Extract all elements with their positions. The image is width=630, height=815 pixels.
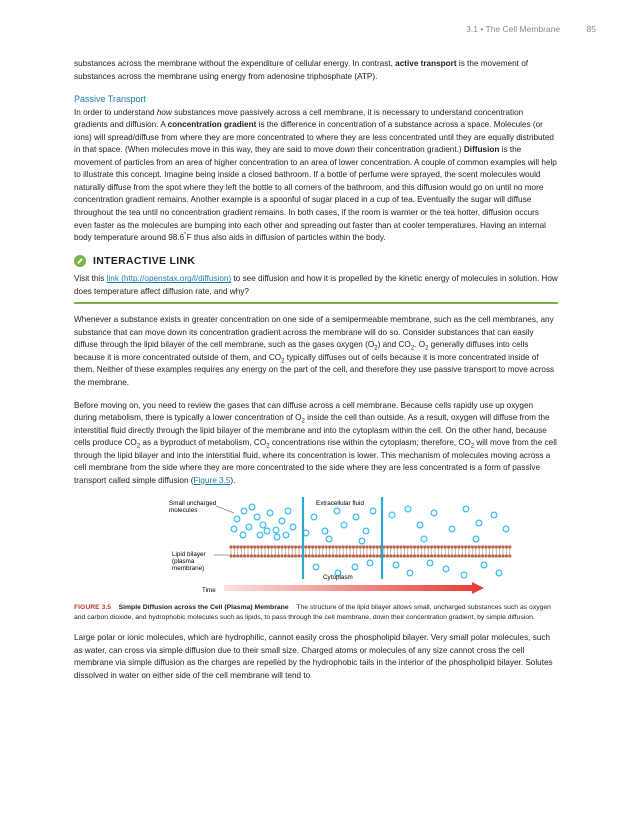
molecule xyxy=(427,561,433,567)
molecule xyxy=(341,523,347,529)
molecule xyxy=(352,565,358,571)
phospholipid-head xyxy=(413,555,416,558)
page-body xyxy=(74,58,558,692)
phospholipid-head xyxy=(263,555,266,558)
phospholipid-head xyxy=(308,546,311,549)
phospholipid-head xyxy=(355,555,358,558)
phospholipid-head xyxy=(471,546,474,549)
figure-label: FIGURE 3.5 xyxy=(74,604,112,612)
phospholipid-head xyxy=(331,546,334,549)
phospholipid-head xyxy=(362,555,365,558)
phospholipid-head xyxy=(396,555,399,558)
phospholipid-head xyxy=(246,546,249,549)
phospholipid-head xyxy=(331,555,334,558)
phospholipid-head xyxy=(440,546,443,549)
phospholipid-head xyxy=(386,555,389,558)
phospholipid-head xyxy=(461,546,464,549)
figure-3-5-link[interactable]: Figure 3.5 xyxy=(193,475,231,485)
phospholipid-head xyxy=(420,546,423,549)
phospholipid-head xyxy=(484,555,487,558)
phospholipid-head xyxy=(386,546,389,549)
phospholipid-head xyxy=(318,555,321,558)
phospholipid-head xyxy=(399,546,402,549)
phospholipid-head xyxy=(393,546,396,549)
molecule xyxy=(322,529,328,535)
phospholipid-head xyxy=(461,555,464,558)
molecule xyxy=(249,505,255,511)
phospholipid-head xyxy=(263,546,266,549)
phospholipid-head xyxy=(495,546,498,549)
heading-passive-transport: Passive Transport xyxy=(74,94,147,105)
molecule xyxy=(461,573,467,579)
phospholipid-head xyxy=(294,546,297,549)
phospholipid-head xyxy=(467,546,470,549)
phospholipid-head xyxy=(464,546,467,549)
molecule xyxy=(359,539,365,545)
phospholipid-head xyxy=(314,546,317,549)
phospholipid-head xyxy=(501,546,504,549)
phospholipid-head xyxy=(352,546,355,549)
phospholipid-head xyxy=(420,555,423,558)
phospholipid-head xyxy=(240,555,243,558)
paragraph-diffusion: In order to understand how substances move passively across a cell membrane, it is necessary to understand concentration gradients and diffusion. A concentration gradient is the difference in concentration of a substance across a space. Molecules (or ions) will spread/diffuse from where they are more concentrated to where they are less concentrated until they are equally distributed in that space. (When molecules move in this way, they are said to move down their concentration gradient.) Diffusion is the movement of particles from an area of higher concentration to an area of lower concentration. A couple of common examples will help to illustrate this concept. Imagine being inside a closed bathroom. If a bottle of perfume were sprayed, the scent molecules would naturally diffuse from the spot where they left the bottle to all corners of the bathroom, and this diffusion would go on until no more concentration gradient remains. Another example is a spoonful of sugar placed in a cup of tea. Eventually the sugar will diffuse throughout the tea until no concentration gradient remains. In both cases, if the room is warmer or the tea hotter, diffusion occurs even faster as the molecules are bumping into each other and spreading out faster than at cooler temperatures. Having an internal body temperature around 98.6°F thus also aids in diffusion of particles within the body. xyxy=(74,107,557,243)
phospholipid-head xyxy=(308,555,311,558)
label-lipid-1: Lipid bilayer xyxy=(172,551,206,559)
molecule xyxy=(363,529,369,535)
phospholipid-head xyxy=(284,555,287,558)
phospholipid-head xyxy=(467,555,470,558)
label-lipid-3: membrane) xyxy=(172,565,205,573)
phospholipid-head xyxy=(233,546,236,549)
phospholipid-head xyxy=(365,546,368,549)
phospholipid-head xyxy=(471,555,474,558)
molecule xyxy=(246,525,252,531)
term-concentration-gradient: concentration gradient xyxy=(167,120,257,130)
phospholipid-head xyxy=(260,555,263,558)
phospholipid-head xyxy=(403,555,406,558)
phospholipid-head xyxy=(348,546,351,549)
phospholipid-head xyxy=(423,546,426,549)
leader-molecules xyxy=(216,506,234,513)
phospholipid-head xyxy=(491,555,494,558)
time-arrow xyxy=(224,582,484,594)
phospholipid-head xyxy=(416,546,419,549)
phospholipid-head xyxy=(399,555,402,558)
molecule xyxy=(231,527,237,533)
phospholipid-head xyxy=(236,546,239,549)
phospholipid-head xyxy=(338,555,341,558)
phospholipid-head xyxy=(478,546,481,549)
phospholipid-head xyxy=(464,555,467,558)
molecule xyxy=(370,509,376,515)
section-title: 3.1 • The Cell Membrane xyxy=(466,24,561,34)
molecule xyxy=(334,509,340,515)
molecule xyxy=(240,533,246,539)
phospholipid-head xyxy=(342,546,345,549)
phospholipid-head xyxy=(253,555,256,558)
phospholipid-head xyxy=(257,555,260,558)
phospholipid-head xyxy=(365,555,368,558)
phospholipid-head xyxy=(257,546,260,549)
phospholipid-head xyxy=(294,555,297,558)
phospholipid-head xyxy=(348,555,351,558)
phospholipid-head xyxy=(484,546,487,549)
diffusion-link[interactable]: link (http://openstax.org/l/diffusion) xyxy=(106,274,232,284)
phospholipid-head xyxy=(233,555,236,558)
phospholipid-head xyxy=(427,555,430,558)
phospholipid-head xyxy=(246,555,249,558)
phospholipid-head xyxy=(338,546,341,549)
phospholipid-head xyxy=(389,555,392,558)
phospholipid-head xyxy=(287,546,290,549)
phospholipid-head xyxy=(372,555,375,558)
phospholipid-head xyxy=(321,546,324,549)
phospholipid-head xyxy=(277,555,280,558)
molecule xyxy=(274,535,280,541)
phospholipid-head xyxy=(416,555,419,558)
phospholipid-head xyxy=(505,555,508,558)
phospholipid-head xyxy=(406,546,409,549)
phospholipid-head xyxy=(250,555,253,558)
phospholipid-head xyxy=(359,555,362,558)
molecule xyxy=(326,537,332,543)
molecule xyxy=(257,533,263,539)
paragraph-gases: Before moving on, you need to review the gases that can diffuse across a cell membrane. Because cells rapidly use up oxygen during metabolism, there is typically a lower concentration of $O_2$ inside the cell than outside. As a result, oxygen will diffuse from the interstitial fluid directly through the lipid bilayer of the membrane and into the cytoplasm within the cell. On the other hand, because cells produce $CO_2$ as a byproduct of metabolism, $CO_2$ concentrations rise within the cytoplasm; therefore, $CO_2$ will move from the cell through the lipid bilayer and into the interstitial fluid, where its concentration is lower. This mechanism of molecules moving across a cell membrane from the side where they are more concentrated to the side where they are less concentrated is a form of passive transport called simple diffusion (Figure 3.5). xyxy=(74,400,557,485)
phospholipid-head xyxy=(495,555,498,558)
phospholipid-head xyxy=(505,546,508,549)
phospholipid-head xyxy=(457,555,460,558)
phospholipid-head xyxy=(488,555,491,558)
phospholipid-head xyxy=(284,546,287,549)
phospholipid-head xyxy=(345,546,348,549)
phospholipid-head xyxy=(433,546,436,549)
molecule xyxy=(273,528,279,534)
phospholipid-head xyxy=(481,546,484,549)
molecule xyxy=(421,537,427,543)
phospholipid-head xyxy=(444,546,447,549)
phospholipid-head xyxy=(437,555,440,558)
molecule xyxy=(407,571,413,577)
phospholipid-head xyxy=(508,546,511,549)
phospholipid-head xyxy=(325,555,328,558)
phospholipid-head xyxy=(393,555,396,558)
interactive-link-divider xyxy=(74,302,558,304)
phospholipid-head xyxy=(280,546,283,549)
molecule xyxy=(313,565,319,571)
paragraph-polar-molecules: Large polar or ionic molecules, which are hydrophilic, cannot easily cross the phospholipid bilayer. Very small polar molecules, such as water, can cross via simple diffusion due to their small size. Charged atoms or molecules of any size cannot cross the cell membrane via simple diffusion as the charges are repelled by the hydrophobic tails in the interior of the phospholipid bilayer. Solutes dissolved in water on either side of the cell membrane will tend to xyxy=(74,633,553,680)
molecule xyxy=(353,515,359,521)
phospholipid-head xyxy=(454,555,457,558)
phospholipid-head xyxy=(430,546,433,549)
phospholipid-head xyxy=(304,555,307,558)
molecule xyxy=(267,511,273,517)
link-icon xyxy=(74,255,86,267)
molecule xyxy=(264,529,270,535)
label-lipid-2: (plasma xyxy=(172,558,195,566)
label-extracellular: Extracellular fluid xyxy=(316,500,364,508)
term-diffusion: Diffusion xyxy=(463,145,500,155)
molecule xyxy=(285,509,291,515)
phospholipid-head xyxy=(508,555,511,558)
phospholipid-head xyxy=(321,555,324,558)
diffusion-illustration xyxy=(74,497,558,597)
phospholipid-head xyxy=(410,555,413,558)
phospholipid-head xyxy=(501,555,504,558)
label-time: Time xyxy=(202,587,216,595)
molecule xyxy=(260,523,266,529)
page-number: 85 xyxy=(586,24,596,34)
phospholipid-head xyxy=(280,555,283,558)
phospholipid-head xyxy=(437,546,440,549)
interactive-link-heading: INTERACTIVE LINK xyxy=(74,255,558,268)
phospholipid-head xyxy=(491,546,494,549)
phospholipid-head xyxy=(267,546,270,549)
molecule xyxy=(491,513,497,519)
phospholipid-head xyxy=(314,555,317,558)
phospholipid-head xyxy=(325,546,328,549)
phospholipid-head xyxy=(498,546,501,549)
molecule xyxy=(367,561,373,567)
phospholipid-head xyxy=(229,555,232,558)
phospholipid-head xyxy=(454,546,457,549)
phospholipid-head xyxy=(359,546,362,549)
molecule xyxy=(417,523,423,529)
phospholipid-head xyxy=(297,546,300,549)
phospholipid-head xyxy=(369,546,372,549)
figure-caption xyxy=(74,603,558,622)
phospholipid-head xyxy=(478,555,481,558)
phospholipid-head xyxy=(270,555,273,558)
molecule xyxy=(476,521,482,527)
phospholipid-head xyxy=(413,546,416,549)
phospholipid-head xyxy=(396,546,399,549)
phospholipid-head xyxy=(260,546,263,549)
phospholipid-head xyxy=(311,555,314,558)
molecule xyxy=(241,509,247,515)
phospholipid-head xyxy=(372,546,375,549)
molecule xyxy=(389,513,395,519)
figure-title: Simple Diffusion across the Cell (Plasma) Membrane xyxy=(118,604,289,612)
phospholipid-head xyxy=(318,546,321,549)
phospholipid-head xyxy=(447,555,450,558)
molecule xyxy=(393,563,399,569)
phospholipid-head xyxy=(270,546,273,549)
molecule xyxy=(463,507,469,513)
figure-simple-diffusion xyxy=(74,497,558,597)
phospholipid-head xyxy=(287,555,290,558)
phospholipid-head xyxy=(403,546,406,549)
label-small-molecules-2: molecules xyxy=(169,507,198,515)
phospholipid-head xyxy=(362,546,365,549)
molecule xyxy=(431,511,437,517)
phospholipid-head xyxy=(277,546,280,549)
phospholipid-head xyxy=(447,546,450,549)
phospholipid-head xyxy=(450,555,453,558)
figure-caption-text: The structure of the lipid bilayer allows small, uncharged substances such as oxygen and carbon dioxide, and hydrophobic molecules such as lipids, to pass through the cell membrane, down their concentration gradient, by simple diffusion. xyxy=(74,604,551,621)
molecule xyxy=(279,519,285,525)
molecule xyxy=(473,537,479,543)
phospholipid-head xyxy=(352,555,355,558)
phospholipid-head xyxy=(430,555,433,558)
molecule xyxy=(290,525,296,531)
phospholipid-head xyxy=(240,546,243,549)
phospholipid-head xyxy=(335,546,338,549)
phospholipid-head xyxy=(427,546,430,549)
running-header xyxy=(466,24,596,34)
phospholipid-head xyxy=(243,555,246,558)
paragraph-active-transport: substances across the membrane without the expenditure of cellular energy. In contrast, active transport is the movement of substances across the membrane using energy from adenosine triphosphate (ATP). xyxy=(74,59,529,81)
phospholipid-head xyxy=(311,546,314,549)
phospholipid-head xyxy=(481,555,484,558)
phospholipid-head xyxy=(369,555,372,558)
phospholipid-head xyxy=(423,555,426,558)
phospholipid-head xyxy=(440,555,443,558)
phospholipid-head xyxy=(250,546,253,549)
phospholipid-head xyxy=(328,555,331,558)
molecule xyxy=(449,527,455,533)
phospholipid-head xyxy=(444,555,447,558)
term-active-transport: active transport xyxy=(395,59,457,68)
molecule xyxy=(405,507,411,513)
phospholipid-head xyxy=(328,546,331,549)
phospholipid-head xyxy=(253,546,256,549)
phospholipid-head xyxy=(304,546,307,549)
molecule xyxy=(283,533,289,539)
molecule xyxy=(311,515,317,521)
phospholipid-head xyxy=(450,546,453,549)
phospholipid-head xyxy=(457,546,460,549)
phospholipid-head xyxy=(335,555,338,558)
phospholipid-head xyxy=(342,555,345,558)
phospholipid-head xyxy=(297,555,300,558)
phospholipid-head xyxy=(376,546,379,549)
phospholipid-head xyxy=(243,546,246,549)
label-cytoplasm: Cytoplasm xyxy=(323,574,353,582)
phospholipid-head xyxy=(474,546,477,549)
phospholipid-head xyxy=(274,546,277,549)
label-small-molecules-1: Small uncharged xyxy=(169,500,217,508)
interactive-link-text: Visit this link (http://openstax.org/l/diffusion) to see diffusion and how it is propelled by the kinetic energy of molecules in solution. How does temperature affect diffusion rate, and why? xyxy=(74,274,558,296)
phospholipid-head xyxy=(498,555,501,558)
phospholipid-head xyxy=(376,555,379,558)
molecule xyxy=(254,515,260,521)
phospholipid-head xyxy=(433,555,436,558)
phospholipid-head xyxy=(291,546,294,549)
phospholipid-head xyxy=(267,555,270,558)
phospholipid-head xyxy=(229,546,232,549)
phospholipid-head xyxy=(410,546,413,549)
molecule xyxy=(481,563,487,569)
phospholipid-head xyxy=(236,555,239,558)
molecule xyxy=(443,567,449,573)
molecule xyxy=(496,571,502,577)
phospholipid-head xyxy=(406,555,409,558)
molecule xyxy=(503,527,509,533)
phospholipid-head xyxy=(474,555,477,558)
phospholipid-head xyxy=(488,546,491,549)
molecule xyxy=(234,517,240,523)
phospholipid-head xyxy=(291,555,294,558)
phospholipid-head xyxy=(274,555,277,558)
paragraph-semipermeable: Whenever a substance exists in greater concentration on one side of a semipermeable membrane, such as the cell membranes, any substance that can move down its concentration gradient across the membrane will do so. Consider substances that can easily diffuse through the lipid bilayer of the cell membrane, such as the gases oxygen $(O_2)$ and $CO_2$. $O_2$ generally diffuses into cells because it is more concentrated outside of them, and $CO_2$ typically diffuses out of cells because it is more concentrated inside of them. Neither of these examples requires any energy on the part of the cell, and therefore they use passive transport to move across the membrane. xyxy=(74,315,555,388)
phospholipid-head xyxy=(345,555,348,558)
phospholipid-head xyxy=(355,546,358,549)
phospholipid-head xyxy=(389,546,392,549)
